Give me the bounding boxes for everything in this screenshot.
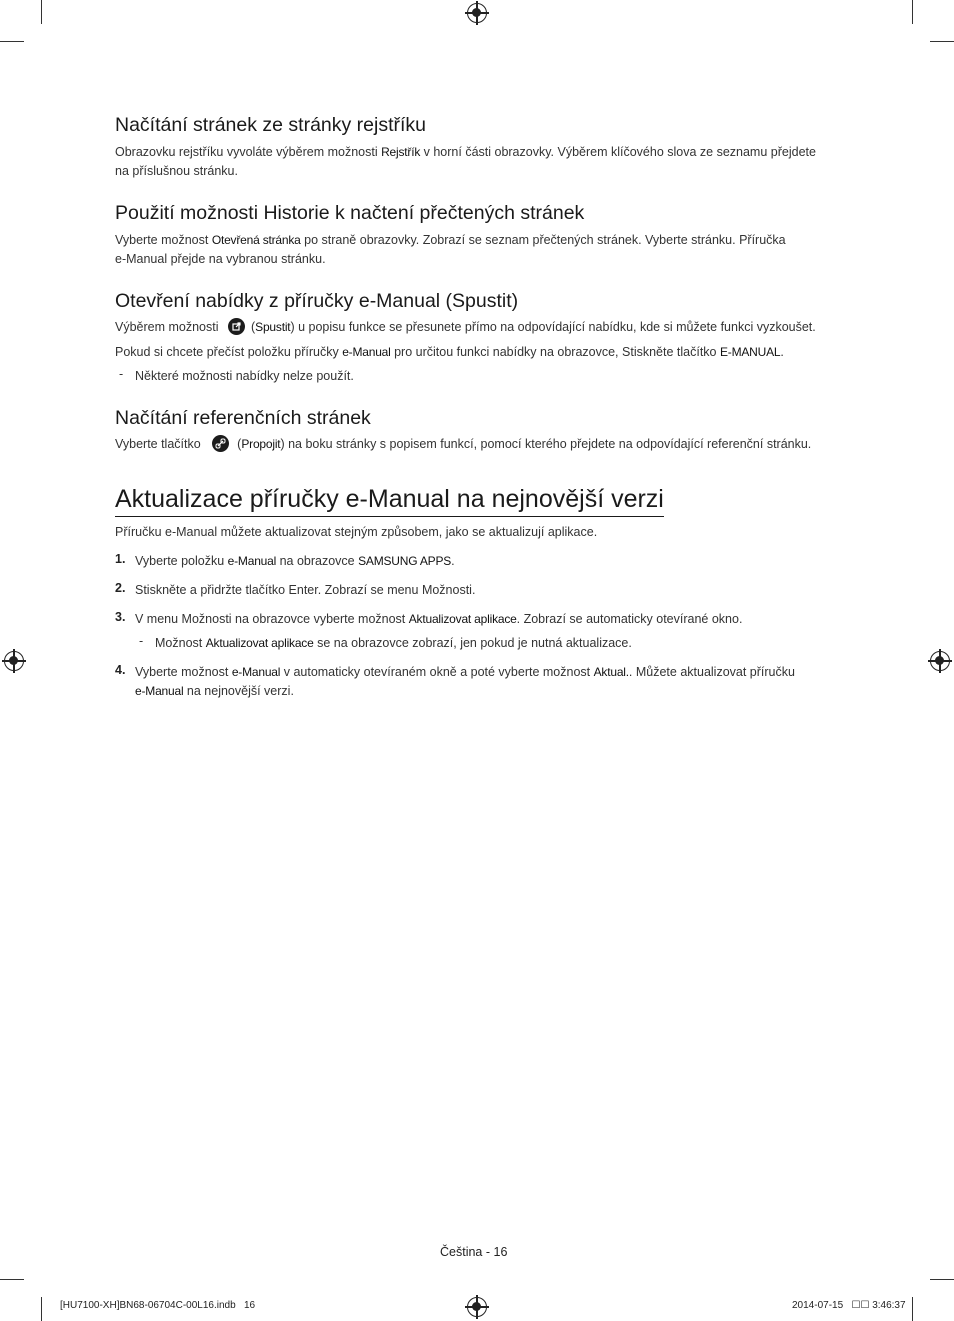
crop-mark	[912, 0, 913, 24]
print-slug-date: 2014-07-15 ☐☐ 3:46:37	[792, 1300, 906, 1311]
section-heading-try-now: Otevření nabídky z příručky e-Manual (Spustit)	[115, 290, 519, 312]
crop-mark	[912, 1297, 913, 1321]
section-heading-reference: Načítání referenčních stránek	[115, 407, 371, 429]
page-title: Aktualizace příručky e-Manual na nejnovější verzi	[115, 485, 664, 517]
intro-paragraph: Příručku e-Manual můžete aktualizovat stejným způsobem, jako se aktualizují aplikace.	[115, 525, 598, 539]
step-number: 3.	[115, 610, 126, 624]
note-dash: -	[119, 367, 124, 381]
step-number: 2.	[115, 581, 126, 595]
e-manual-label: e-Manual	[342, 345, 391, 359]
step-text: V menu Možnosti na obrazovce vyberte možnost Aktualizovat aplikace. Zobrazí se automaticky otevírané okno.	[135, 612, 743, 626]
registration-mark-icon	[467, 1297, 487, 1317]
index-label: Rejstřík	[381, 145, 421, 159]
step-text: Vyberte položku e-Manual na obrazovce SAMSUNG APPS.	[135, 554, 455, 568]
section-heading-index: Načítání stránek ze stránky rejstříku	[115, 114, 427, 136]
section-paragraph: Obrazovku rejstříku vyvoláte výběrem možnosti Rejstřík v horní části obrazovky. Výběrem klíčového slova ze seznamu přejdete na příslušnou stránku.	[115, 145, 816, 178]
section-paragraph: Vyberte tlačítko (Propojit) na boku stránky s popisem funkcí, pomocí kterého přejdete na odpovídající referenční stránku.	[115, 437, 812, 451]
crop-mark	[930, 41, 954, 42]
section-paragraph: Vyberte možnost Otevřená stránka po straně obrazovky. Zobrazí se seznam přečtených stránek. Vyberte stránku. Příručka e-Manual přejde na vybranou stránku.	[115, 233, 786, 266]
step-text: Stiskněte a přidržte tlačítko Enter. Zobrazí se menu Možnosti.	[135, 583, 476, 597]
note-text: Některé možnosti nabídky nelze použít.	[135, 369, 354, 383]
step-number: 4.	[115, 663, 126, 677]
try-now-label: Spustit	[255, 320, 291, 334]
print-slug-file: [HU7100-XH]BN68-06704C-00L16.indb 16	[60, 1300, 256, 1311]
registration-mark-icon	[930, 651, 950, 671]
registration-mark-icon	[4, 651, 24, 671]
registration-mark-icon	[467, 3, 487, 23]
link-icon	[212, 435, 229, 452]
section-paragraph: Pokud si chcete přečíst položku příručky e-Manual pro určitou funkci nabídky na obrazovce, Stiskněte tlačítko E-MANUAL.	[115, 345, 784, 359]
try-now-icon	[228, 318, 245, 335]
crop-mark	[0, 1279, 24, 1280]
crop-mark	[930, 1279, 954, 1280]
crop-mark	[41, 0, 42, 24]
step-note: Možnost Aktualizovat aplikace se na obrazovce zobrazí, jen pokud je nutná aktualizace.	[155, 636, 632, 650]
step-number: 1.	[115, 552, 126, 566]
page-number: Čeština - 16	[440, 1245, 508, 1259]
opened-page-label: Otevřená stránka	[211, 233, 301, 247]
crop-mark	[41, 1297, 42, 1321]
section-heading-history: Použití možnosti Historie k načtení přečtených stránek	[115, 202, 585, 224]
note-dash: -	[139, 634, 144, 648]
link-label: Propojit	[241, 437, 281, 451]
e-manual-button-label: E-MANUAL	[719, 345, 781, 359]
section-paragraph: Výběrem možnosti (Spustit) u popisu funkce se přesunete přímo na odpovídající nabídku, kde si můžete funkci vyzkoušet.	[115, 320, 816, 334]
step-text: Vyberte možnost e-Manual v automaticky otevíraném okně a poté vyberte možnost Aktual.. Můžete aktualizovat příručku e-Manual na nejnovější verzi.	[135, 665, 795, 698]
crop-mark	[0, 41, 24, 42]
